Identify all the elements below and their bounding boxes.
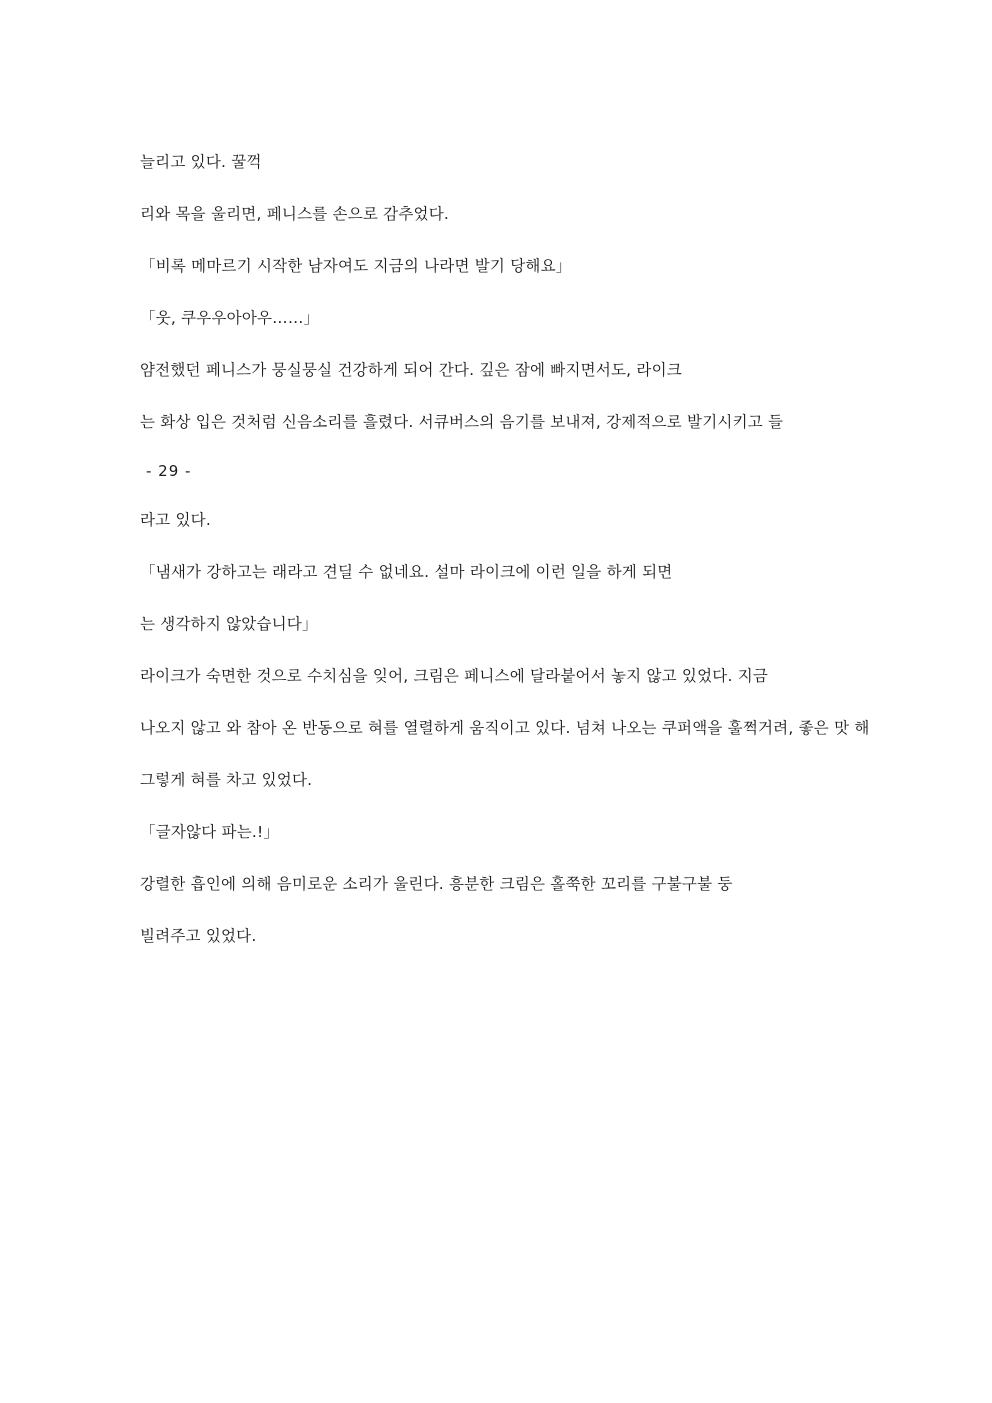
paragraph: 강렬한 흡인에 의해 음미로운 소리가 울린다. 흥분한 크림은 홀쭉한 꼬리를 구불구불 둥 <box>140 875 733 894</box>
paragraph: 나오지 않고 와 참아 온 반동으로 혀를 열렬하게 움직이고 있다. 넘쳐 나오는 쿠퍼액을 훌쩍거려, 좋은 맛 해 <box>140 719 870 738</box>
paragraph: 늘리고 있다. 꿀꺽 <box>140 153 262 171</box>
paragraph: 는 생각하지 않았습니다」 <box>140 615 318 634</box>
paragraph: 빌려주고 있었다. <box>140 927 257 946</box>
paragraph: 「웃, 쿠우우아아우……」 <box>140 309 320 328</box>
paragraph: 는 화상 입은 것처럼 신음소리를 흘렸다. 서큐버스의 음기를 보내져, 강제적으로 발기시키고 들 <box>140 413 784 432</box>
paragraph: 라고 있다. <box>140 511 211 530</box>
paragraph: 「글자않다 파는.!」 <box>140 823 280 842</box>
page-number: - 29 - <box>146 462 192 481</box>
paragraph: 리와 목을 울리면, 페니스를 손으로 감추었다. <box>140 205 450 224</box>
paragraph: 그렇게 혀를 차고 있었다. <box>140 771 313 790</box>
paragraph: 「비록 메마르기 시작한 남자여도 지금의 나라면 발기 당해요」 <box>140 257 572 276</box>
paragraph: 라이크가 숙면한 것으로 수치심을 잊어, 크림은 페니스에 달라붙어서 놓지 않고 있었다. 지금 <box>140 667 769 686</box>
document-body <box>140 150 870 948</box>
paragraph: 얌전했던 페니스가 뭉실뭉실 건강하게 되어 간다. 깊은 잠에 빠지면서도, 라이크 <box>140 361 682 380</box>
paragraph: 「냄새가 강하고는 래라고 견딜 수 없네요. 설마 라이크에 이런 일을 하게 되면 <box>140 563 673 582</box>
